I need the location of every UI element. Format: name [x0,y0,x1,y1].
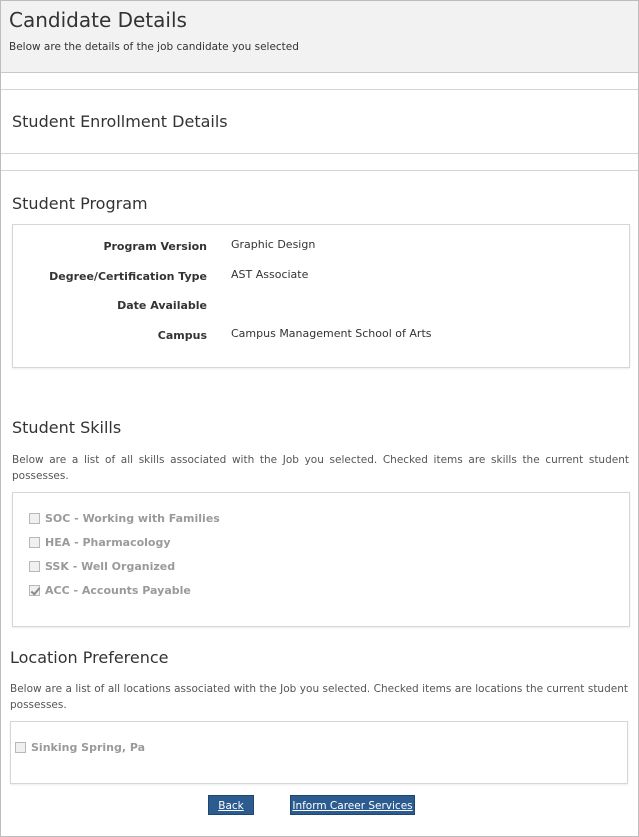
degree-type-value: AST Associate [231,268,309,281]
program-version-label: Program Version [103,240,207,253]
skill-checkbox[interactable] [29,561,40,572]
campus-label: Campus [157,329,207,342]
location-section-title: Location Preference [10,648,169,667]
enrollment-section-title: Student Enrollment Details [12,112,228,131]
page-header [1,1,638,73]
campus-value: Campus Management School of Arts [231,327,432,340]
back-button[interactable]: Back [208,795,254,815]
skills-box [12,492,630,627]
skill-item[interactable] [29,510,220,526]
skill-checkbox-checked[interactable] [29,585,40,596]
location-description: Below are a list of all locations associated with the Job you selected. Checked items are locations the current student possesses. [10,683,628,711]
program-version-value: Graphic Design [231,238,316,251]
skill-item[interactable] [29,534,171,550]
page-subtitle: Below are the details of the job candidate you selected [9,41,299,53]
location-box [10,721,628,784]
skill-label: HEA - Pharmacology [45,535,171,549]
location-item[interactable] [15,739,145,755]
skill-label: ACC - Accounts Payable [45,583,191,597]
skill-checkbox[interactable] [29,537,40,548]
skill-label: SSK - Well Organized [45,559,176,573]
skills-description: Below are a list of all skills associated with the Job you selected. Checked items are skills the current student possesses. [12,454,629,482]
location-checkbox[interactable] [15,742,26,753]
skill-item[interactable] [29,558,175,574]
divider [1,153,638,154]
program-details-box [12,224,630,368]
page-title: Candidate Details [9,8,187,32]
divider [1,170,638,171]
date-available-label: Date Available [117,299,207,312]
skill-item[interactable] [29,582,191,598]
degree-type-label: Degree/Certification Type [49,270,207,283]
skill-checkbox[interactable] [29,513,40,524]
skills-section-title: Student Skills [12,418,122,437]
inform-career-services-button[interactable]: Inform Career Services [290,795,415,815]
divider [1,89,638,90]
location-label: Sinking Spring, Pa [31,740,146,754]
program-section-title: Student Program [12,194,148,213]
skill-label: SOC - Working with Families [45,511,220,525]
